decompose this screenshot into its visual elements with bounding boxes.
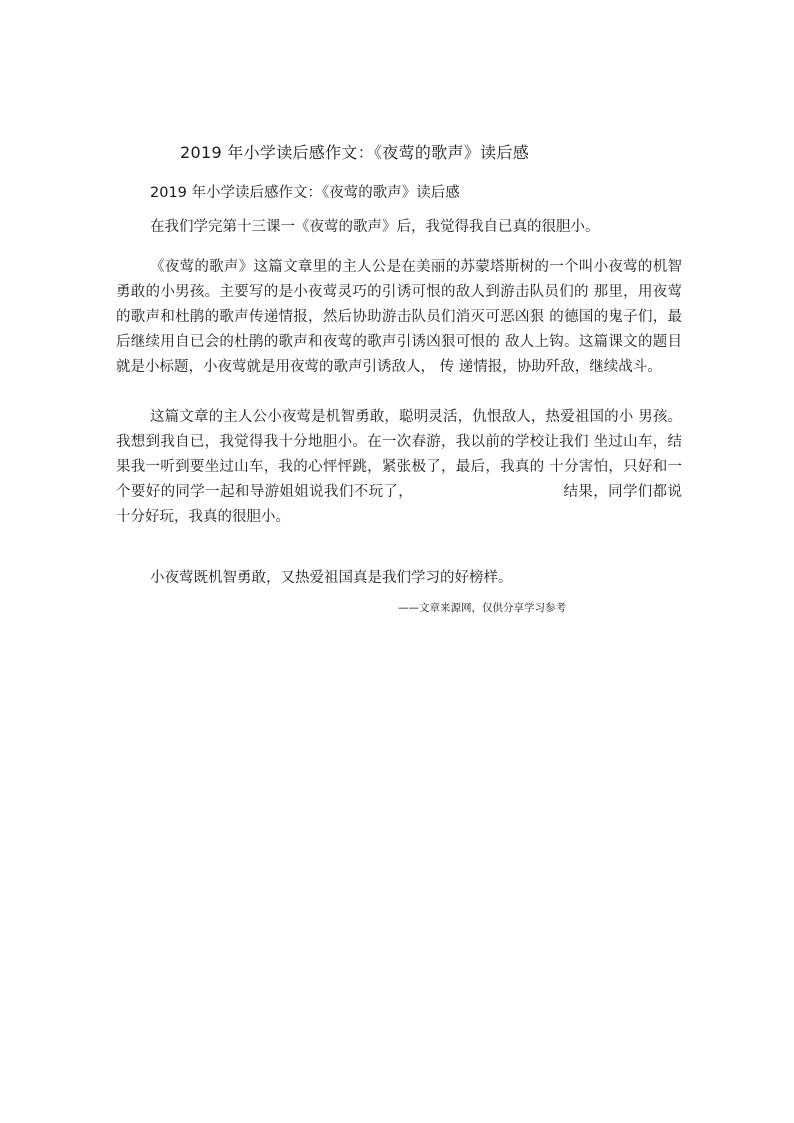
paragraph-conclusion: 小夜莺既机智勇敢，又热爱祖国真是我们学习的好榜样。 <box>150 570 513 586</box>
paragraph-summary: 《夜莺的歌声》这篇文章里的主人公是在美丽的苏蒙塔斯树的一个叫小夜莺的机智勇敢的小男孩。主要写的是小夜莺灵巧的引诱可恨的敌人到游击队员们的 那里，用夜莺的歌声和杜鹃的歌声传递情报，然后协助游击队员们消灭可恶凶狠 的德国的鬼子们，最后继续用自已会的杜鹃的歌声和夜莺的歌声引诱凶狠可恨的 敌人上钩。这篇课文的题目就是小标题，小夜莺就是用夜莺的歌声引诱敌人， 传 递情报，协助歼敌，继续战斗。 <box>116 259 682 375</box>
source-credit: ——文章来源网，仅供分享学习参考 <box>398 602 566 614</box>
paragraph-reflection <box>116 405 682 530</box>
paragraph-intro: 在我们学完第十三课一《夜莺的歌声》后，我觉得我自已真的很胆小。 <box>150 219 600 235</box>
document-subtitle: 2019 年小学读后感作文：《夜莺的歌声》读后感 <box>150 185 460 201</box>
document-title: 2019 年小学读后感作文：《夜莺的歌声》读后感 <box>180 143 530 162</box>
paragraph-reflection-part-2: 结果，同学们都说十分好玩，我真的很胆小。 <box>116 484 683 525</box>
paragraph-reflection-part-1: 这篇文章的主人公小夜莺是机智勇敢，聪明灵活，仇恨敌人，热爱祖国的小 男孩。我想到我自已，我觉得我十分地胆小。在一次春游，我以前的学校让我们 坐过山车，结果我一听到要坐过山车，我的心怦怦跳，紧张极了，最后，我真的 十分害怕，只好和一个要好的同学一起和导游姐姐说我们不玩了， <box>116 409 682 500</box>
